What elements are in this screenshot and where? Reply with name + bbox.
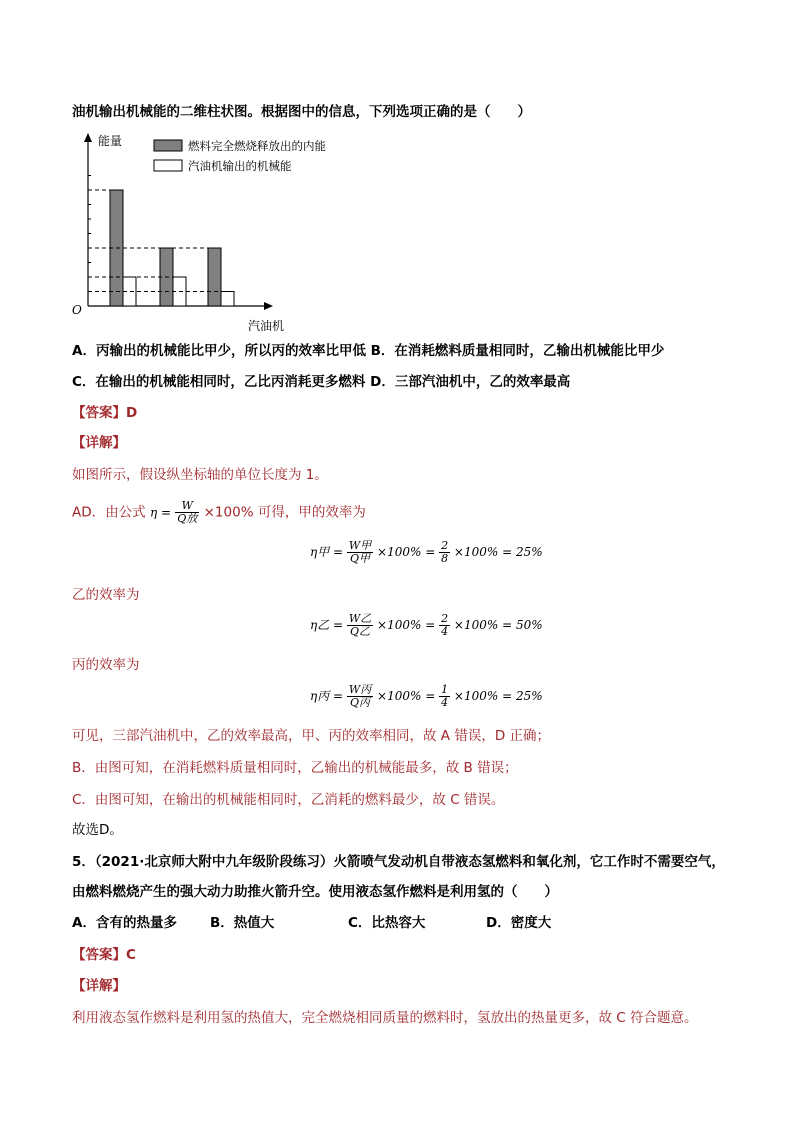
equation-bing [310,684,543,709]
formula-eta: η = [149,505,171,520]
detail-q5-text: 利用液态氢作燃料是利用氢的热值大，完全燃烧相同质量的燃料时，氢放出的热量更多，故 C 符合题意。 [72,1010,698,1026]
q5-option-c: C．比热容大 [348,915,426,931]
option-line-ab: A．丙输出的机械能比甲少，所以丙的效率比甲低 B．在消耗燃料质量相同时，乙输出机械能比甲少 [72,343,665,359]
q5-option-a: A．含有的热量多 [72,915,177,931]
detail-p6: B．由图可知，在消耗燃料质量相同时，乙输出的机械能最多，故 B 错误； [72,760,518,776]
eq-jia-mid: ×100% = [377,545,436,559]
eq-bing-lhs: η丙 = [310,689,344,703]
eq-bing-den1: Q丙 [350,696,371,709]
detail-p3: 乙的效率为 [72,587,140,603]
detail-p2-suffix: ×100% 可得，甲的效率为 [203,504,366,521]
eq-jia-rhs: ×100% = 25% [453,545,543,559]
legend-label-mechanical-energy: 汽油机输出的机械能 [188,159,292,173]
x-axis-arrow [264,302,273,310]
eq-yi-rhs: ×100% = 50% [453,618,543,632]
eq-bing-frac2 [439,684,450,709]
equation-yi [310,613,543,638]
x-axis-label: 汽油机 [248,319,285,333]
origin-label: O [72,303,82,317]
legend-label-internal-energy: 燃料完全燃烧释放出的内能 [188,139,326,153]
answer-q5: 【答案】C [72,947,136,963]
q5-stem-line1: 5．（2021·北京师大附中九年级阶段练习）火箭喷气发动机自带液态氢燃料和氧化剂，它工作时不需要空气， [72,854,725,870]
eq-yi-lhs: η乙 = [310,618,344,632]
legend-swatch-mechanical-energy [154,160,182,171]
question-stem: 油机输出机械能的二维柱状图。根据图中的信息，下列选项正确的是（ ） [72,104,531,120]
detail-p4: 丙的效率为 [72,657,140,673]
bar-mechanical-energy [221,292,234,307]
q5-stem-line2: 由燃料燃烧产生的强大动力助推火箭升空。使用液态氢作燃料是利用氢的（ ） [72,884,558,900]
bar-internal-energy [208,248,221,306]
detail-heading-q4: 【详解】 [72,435,126,451]
eq-bing-num1: W丙 [348,683,372,696]
detail-p1: 如图所示，假设纵坐标轴的单位长度为 1。 [72,467,328,483]
eq-yi-den2: 4 [441,625,449,638]
option-line-cd: C．在输出的机械能相同时，乙比丙消耗更多燃料 D．三部汽油机中，乙的效率最高 [72,374,571,390]
equation-jia [310,540,543,565]
detail-heading-q5: 【详解】 [72,978,126,994]
eq-yi-frac1 [347,613,373,638]
eq-yi-num1: W乙 [348,612,372,625]
eq-jia-frac2 [439,540,450,565]
formula-numerator: W [175,500,199,513]
eq-bing-frac1 [347,684,373,709]
y-axis-arrow [84,133,92,142]
detail-p7: C．由图可知，在输出的机械能相同时，乙消耗的燃料最少，故 C 错误。 [72,792,505,808]
eq-jia-den1: Q甲 [350,552,371,565]
eq-jia-frac1 [347,540,373,565]
y-axis-label: 能量 [98,134,123,148]
eq-bing-mid: ×100% = [377,689,436,703]
energy-bar-chart [70,130,326,333]
eq-yi-den1: Q乙 [350,625,371,638]
legend-swatch-internal-energy [154,140,182,151]
eq-bing-den2: 4 [441,696,449,709]
eq-jia-num2: 2 [441,539,449,552]
detail-p8: 故选D。 [72,822,123,838]
detail-p2-prefix: AD．由公式 [72,504,146,521]
detail-p2 [72,500,366,525]
eq-bing-rhs: ×100% = 25% [453,689,543,703]
eq-yi-frac2 [439,613,450,638]
eq-yi-mid: ×100% = [377,618,436,632]
eq-jia-den2: 8 [441,552,449,565]
formula-denominator: Q放 [177,512,198,525]
formula-fraction [175,500,199,525]
q5-option-d: D．密度大 [486,915,552,931]
eq-jia-num1: W甲 [348,539,372,552]
eq-yi-num2: 2 [441,612,449,625]
q5-option-b: B．热值大 [210,915,275,931]
eq-jia-lhs: η甲 = [310,545,344,559]
eq-bing-num2: 1 [441,683,449,696]
detail-p5: 可见，三部汽油机中，乙的效率最高，甲、丙的效率相同，故 A 错误，D 正确； [72,728,551,744]
answer-q4: 【答案】D [72,405,138,421]
